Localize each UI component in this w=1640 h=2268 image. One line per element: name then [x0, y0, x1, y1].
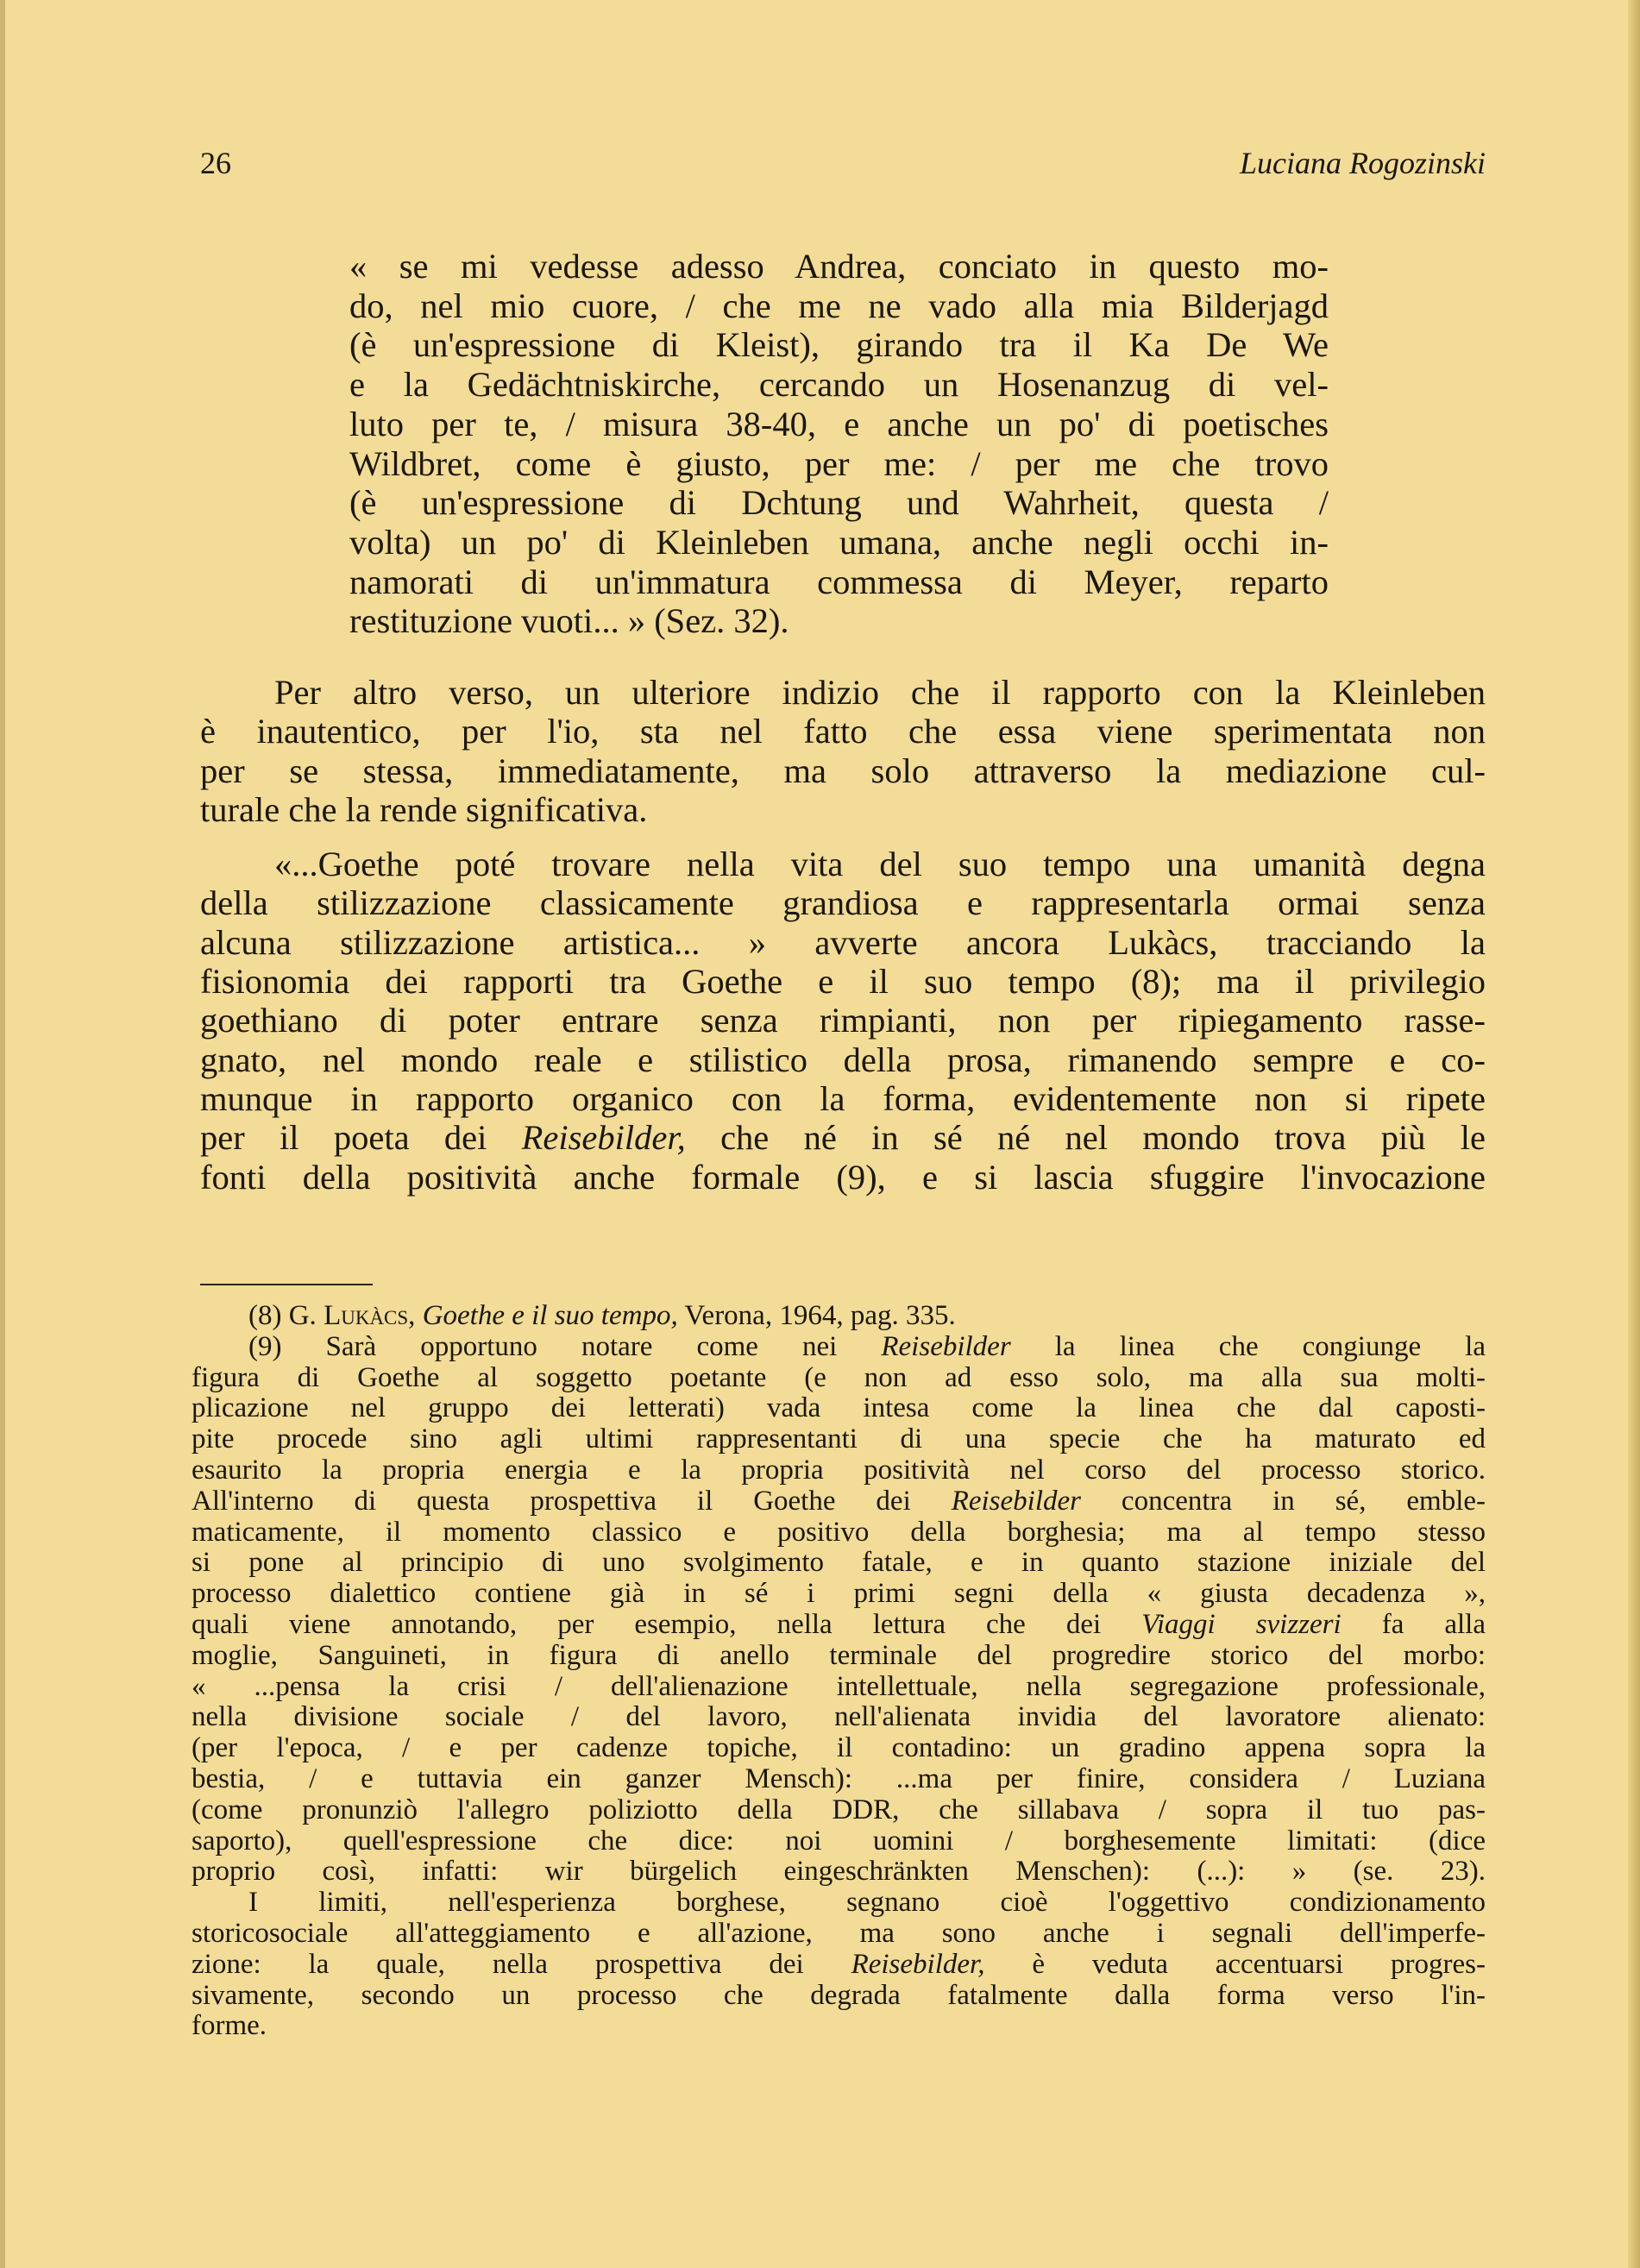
footnote-8	[192, 1301, 1486, 1332]
footnote-line: bestia, / e tuttavia ein ganzer Mensch): ...ma per finire, considera / Luziana	[192, 1762, 1486, 1794]
text-run: è veduta accentuarsi progres-	[984, 1948, 1486, 1980]
footnote-line: storicosociale all'atteggiamento e all'azione, ma sono anche i segnali dell'imperfe-	[192, 1917, 1486, 1949]
italic-title: Reisebilder	[951, 1485, 1081, 1517]
footnote-line: saporto), quell'espressione che dice: noi uomini / borghesemente limitati: (dice	[192, 1825, 1486, 1856]
text-run: (8) G.	[248, 1300, 324, 1331]
footnote-line: processo dialettico contiene già in sé i primi segni della « giusta decadenza »,	[192, 1578, 1486, 1610]
body-text	[200, 673, 1486, 1197]
footnote-line: nella divisione sociale / del lavoro, nell'alienata invidia del lavoratore alienato:	[192, 1701, 1486, 1733]
footnote-line: (per l'epoca, / e per cadenze topiche, il contadino: un gradino appena sopra la	[192, 1732, 1486, 1764]
paragraph-line: alcuna stilizzazione artistica... » avverte ancora Lukàcs, tracciando la	[200, 922, 1486, 962]
footnote-line: « ...pensa la crisi / dell'alienazione intellettuale, nella segregazione professionale,	[192, 1670, 1486, 1702]
footnote-line: figura di Goethe al soggetto poetante (e non ad esso solo, ma alla sua molti-	[192, 1361, 1486, 1393]
footnote-line: I limiti, nell'esperienza borghese, segnano cioè l'oggettivo condizionamento	[248, 1887, 1486, 1919]
page-edge	[0, 0, 5, 2268]
page-number: 26	[200, 146, 231, 180]
text-run: zione: la quale, nella prospettiva dei	[192, 1948, 851, 1980]
footnote-line: pite procede sino agli ultimi rappresentanti di una specie che ha maturato ed	[192, 1423, 1486, 1455]
italic-title: Reisebilder	[881, 1330, 1011, 1362]
quote-line: (è un'espressione di Dchtung und Wahrheit, questa /	[349, 483, 1329, 523]
footnote-line: esaurito la propria energia e la propria positività nel corso del processo storico.	[192, 1454, 1486, 1486]
quote-line: namorati di un'immatura commessa di Meyer, reparto	[349, 562, 1329, 601]
paragraph-line: Per altro verso, un ulteriore indizio che il rapporto con la Kleinleben	[274, 673, 1486, 712]
quote-line: volta) un po' di Kleinleben umana, anche negli occhi in-	[349, 522, 1329, 562]
quote-line: « se mi vedesse adesso Andrea, conciato in questo mo-	[349, 247, 1329, 286]
italic-title: Viaggi svizzeri	[1141, 1608, 1342, 1640]
paragraph-line: della stilizzazione classicamente grandiosa e rappresentarla ormai senza	[200, 883, 1486, 923]
paragraph-line: fisionomia dei rapporti tra Goethe e il suo tempo (8); ma il privilegio	[200, 962, 1486, 1002]
paragraph-line: goethiano di poter entrare senza rimpianti, non per ripiegamento rasse-	[200, 1001, 1486, 1040]
footnote-line	[192, 1486, 1486, 1517]
footnote-line: proprio così, infatti: wir bürgelich eingeschränkten Menschen): (...): » (se. 23).	[192, 1856, 1486, 1888]
footnote-line: maticamente, il momento classico e positivo della borghesia; ma al tempo stesso	[192, 1516, 1486, 1548]
paragraph-line: è inautentico, per l'io, sta nel fatto che essa viene sperimentata non	[200, 712, 1486, 751]
text-run: la linea che congiunge la	[1010, 1330, 1486, 1362]
footnote-line: sivamente, secondo un processo che degrada fatalmente dalla forma verso l'in-	[192, 1979, 1486, 2011]
quote-line: e la Gedächtniskirche, cercando un Hosenanzug di vel-	[349, 365, 1329, 405]
page-header	[200, 145, 1486, 188]
paragraph-line	[200, 1118, 1486, 1157]
paragraph-line: per se stessa, immediatamente, ma solo attraverso la mediazione cul-	[200, 751, 1486, 790]
text-run: Verona, 1964, pag. 335.	[677, 1300, 956, 1331]
running-head: Luciana Rogozinski	[1240, 146, 1486, 180]
footnote-line: forme.	[192, 2010, 267, 2042]
text-run: quali viene annotando, per esempio, nella lettura che dei	[192, 1608, 1142, 1640]
paragraph-line: munque in rapporto organico con la forma, evidentemente non si ripete	[200, 1078, 1486, 1118]
quote-line: restituzione vuoti... » (Sez. 32).	[349, 601, 789, 641]
quote-line: Wildbret, come è giusto, per me: / per me che trovo	[349, 443, 1329, 483]
footnote-line	[192, 1950, 1486, 1981]
text-run: per il poeta dei	[200, 1118, 522, 1158]
footnote-line: (come pronunziò l'allegro poliziotto della DDR, che sillabava / sopra il tuo pas-	[192, 1794, 1486, 1825]
text-run: concentra in sé, emble-	[1080, 1485, 1486, 1517]
footnote-line: moglie, Sanguineti, in figura di anello terminale del progredire storico del morbo:	[192, 1639, 1486, 1671]
italic-title: Reisebilder,	[521, 1118, 686, 1158]
text-run: (9) Sarà opportuno notare come nei	[248, 1330, 882, 1362]
author-name: Lukàcs,	[324, 1300, 416, 1331]
quote-line: (è un'espressione di Kleist), girando tra il Ka De We	[349, 325, 1329, 365]
paragraph-line: turale che la rende significativa.	[200, 789, 648, 829]
page-edge	[1628, 0, 1640, 2268]
paragraph-line: fonti della positività anche formale (9), e si lascia sfuggire l'invocazione	[200, 1157, 1486, 1197]
footnote-line: si pone al principio di uno svolgimento fatale, e in quanto stazione iniziale del	[192, 1547, 1486, 1579]
quote-line: do, nel mio cuore, / che me ne vado alla mia Bilderjagd	[349, 286, 1329, 325]
italic-title: Goethe e il suo tempo,	[422, 1300, 678, 1331]
footnote-line	[192, 1610, 1486, 1641]
text-run: All'interno di questa prospettiva il Goethe dei	[192, 1485, 952, 1517]
italic-title: Reisebilder,	[851, 1948, 985, 1980]
footnotes	[192, 1301, 1486, 2042]
paragraph-line: «...Goethe poté trovare nella vita del suo tempo una umanità degna	[274, 845, 1486, 884]
footnote-line: plicazione nel gruppo dei letterati) vada intesa come la linea che dal caposti-	[192, 1392, 1486, 1424]
paragraph-gap	[200, 829, 1486, 845]
paragraph-line: gnato, nel mondo reale e stilistico della prosa, rimanendo sempre e co-	[200, 1040, 1486, 1079]
footnote-separator	[200, 1284, 373, 1285]
text-run: fa alla	[1341, 1608, 1486, 1640]
block-quote	[349, 247, 1329, 641]
text-run: che né in sé né nel mondo trova più le	[685, 1118, 1486, 1158]
footnote-line	[192, 1332, 1486, 1363]
quote-line: luto per te, / misura 38-40, e anche un po' di poetisches	[349, 404, 1329, 443]
